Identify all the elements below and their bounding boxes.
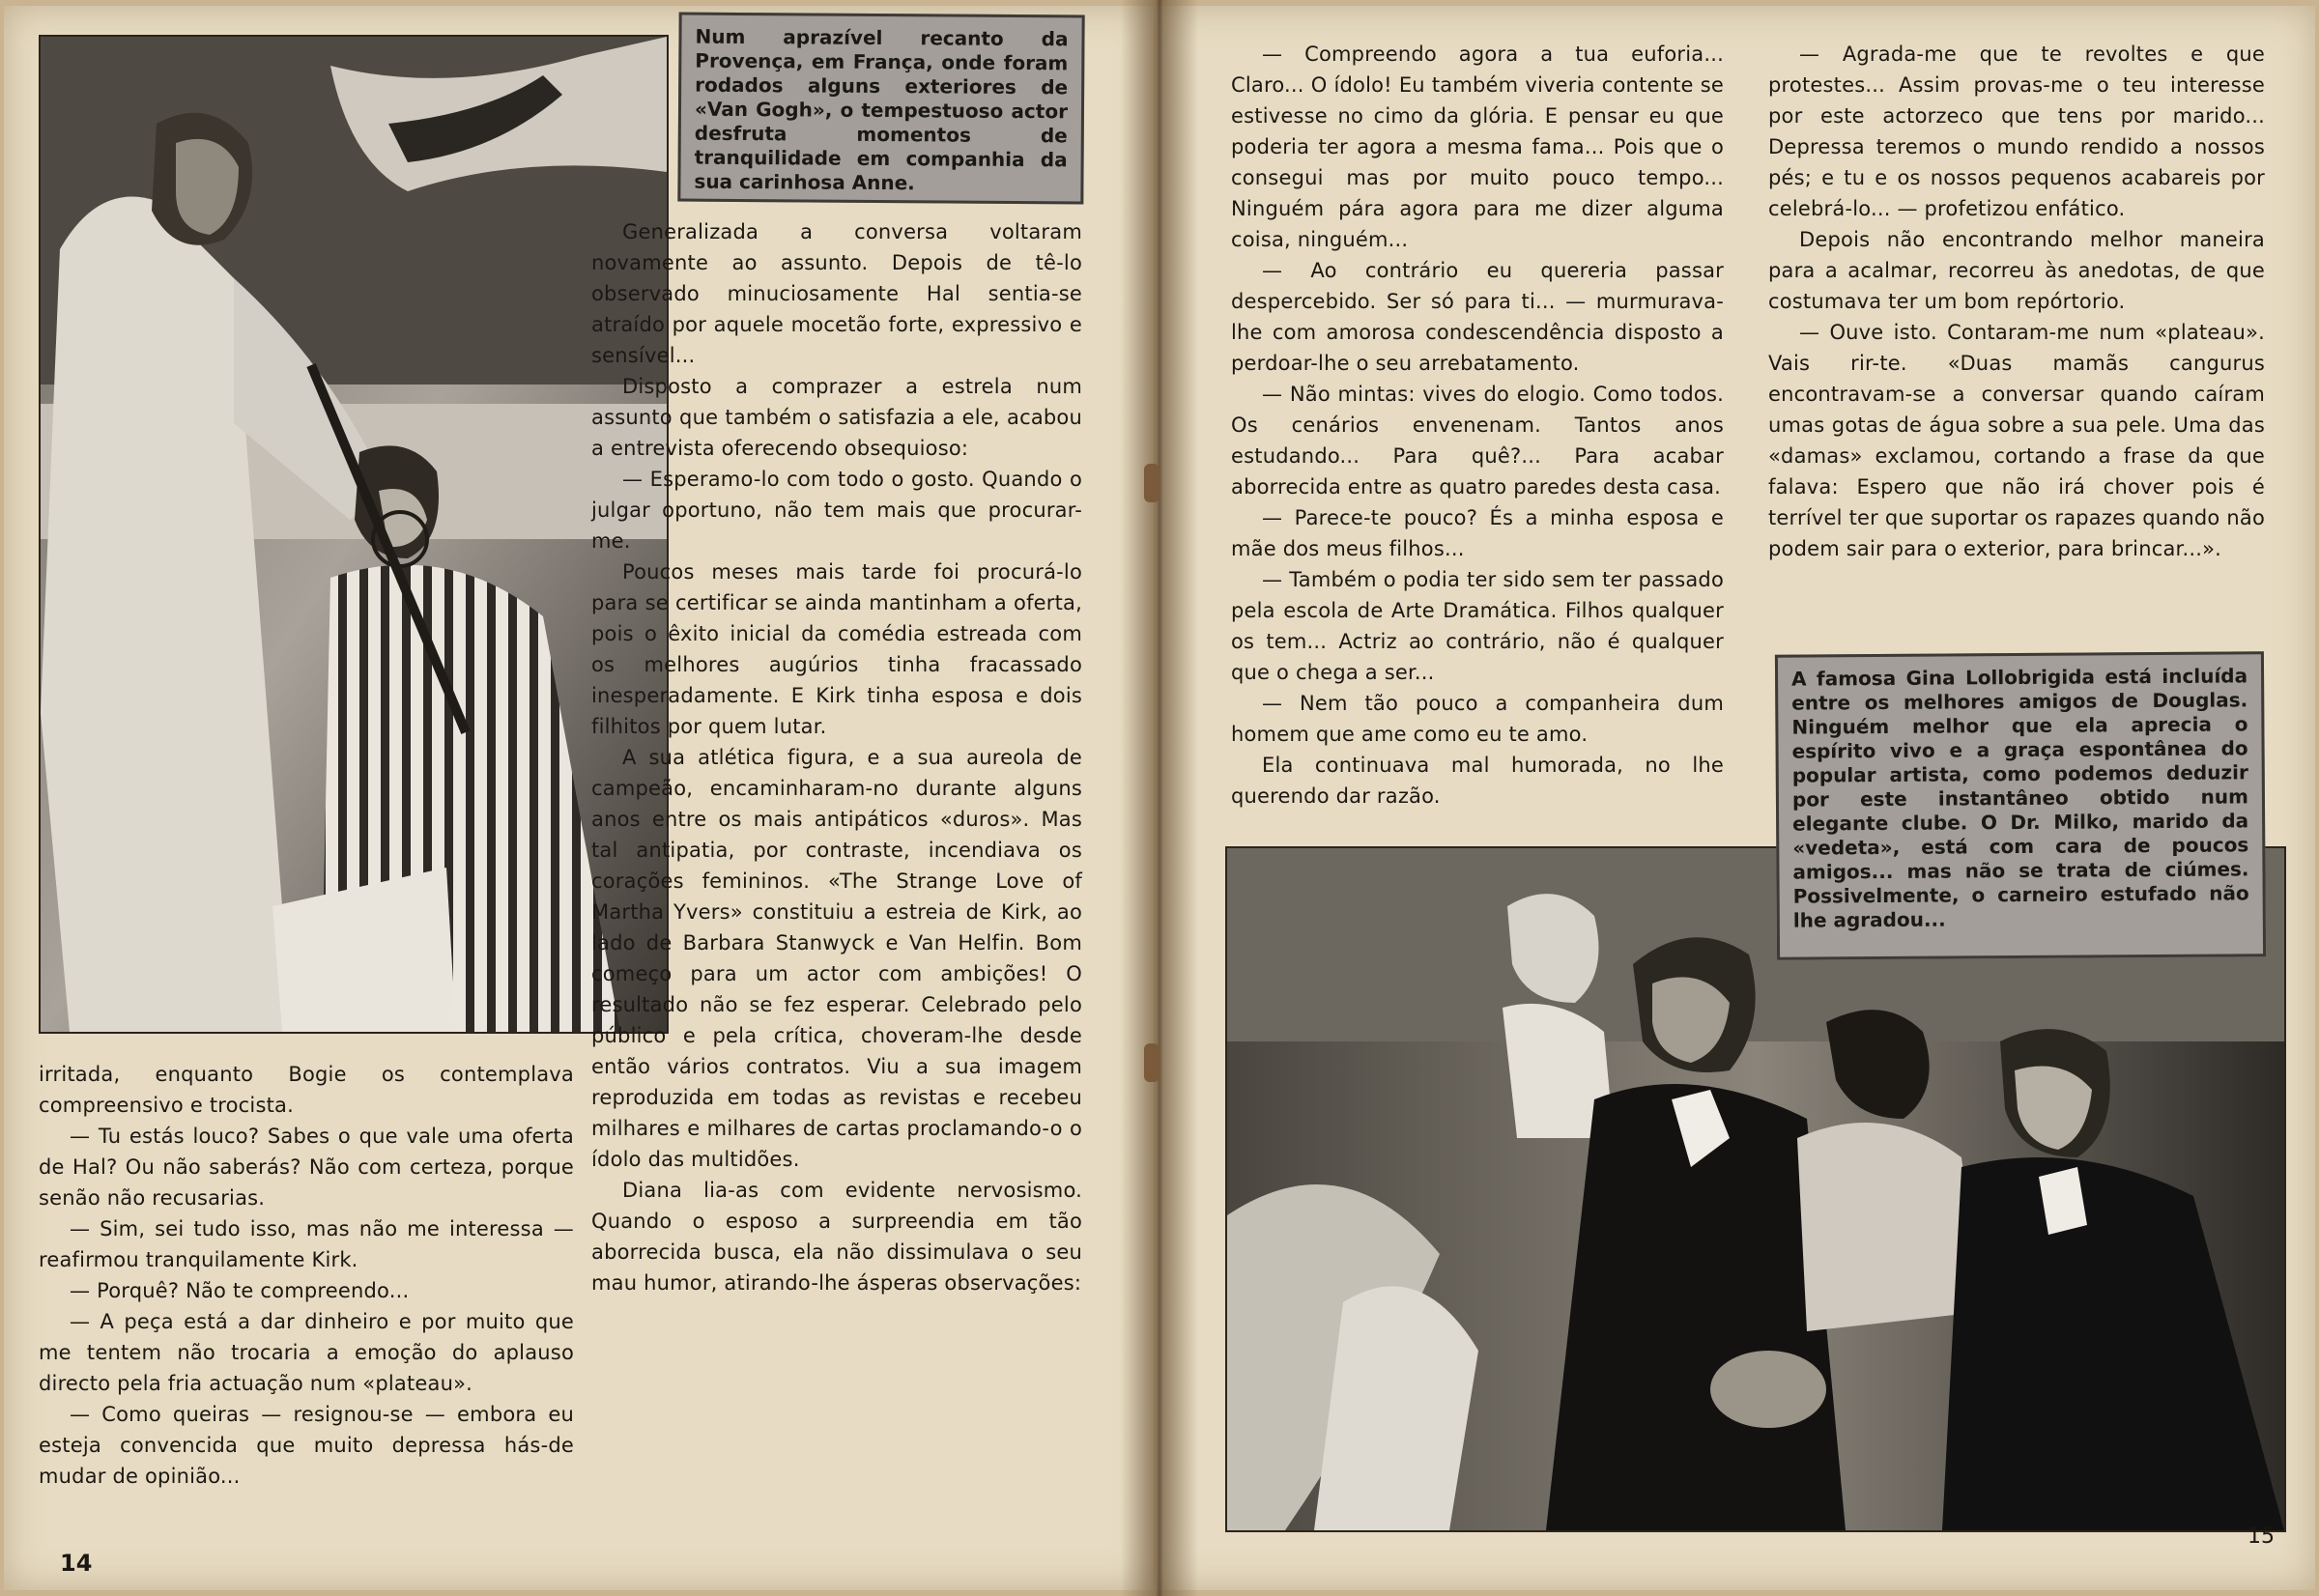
left-page-column-1: [39, 1059, 574, 1492]
binding-staple: [1144, 1043, 1160, 1082]
page-number-right: 15: [2247, 1525, 2275, 1549]
paragraph: Generalizada a conversa voltaram novamente ao assunto. Depois de tê-lo observado minuciosamente Hal sentia-se atraído por aquele mocetão forte, expressivo e sensível...: [591, 220, 1082, 367]
paragraph: — Ao contrário eu quereria passar despercebido. Ser só para ti... — murmurava-lhe com amorosa condescendência disposto a perdoar-lhe o seu arrebatamento.: [1231, 259, 1724, 375]
paragraph: — Não mintas: vives do elogio. Como todos. Os cenários envenenam. Tantos anos estudando... Para quê?... Para acabar aborrecida entre as quatro paredes desta casa.: [1231, 383, 1724, 499]
paragraph: Disposto a comprazer a estrela num assunto que também o satisfazia a ele, acabou a entrevista oferecendo obsequioso:: [591, 375, 1082, 460]
book-gutter: [1121, 0, 1198, 1596]
paragraph: — Como queiras — resignou-se — embora eu esteja convencida que muito depressa hás-de mudar de opinião...: [39, 1403, 574, 1488]
paragraph: Depois não encontrando melhor maneira para a acalmar, recorreu às anedotas, de que costumava ter um bom repórtorio.: [1768, 228, 2265, 313]
photo-douglas-provence: [39, 35, 669, 1034]
paragraph: — Parece-te pouco? És a minha esposa e mãe dos meus filhos...: [1231, 506, 1724, 560]
right-page-column-1: [1231, 39, 1724, 812]
paragraph: — Nem tão pouco a companheira dum homem que ame como eu te amo.: [1231, 692, 1724, 746]
paragraph: Diana lia-as com evidente nervosismo. Quando o esposo a surpreendia em tão aborrecida busca, ela não dissimulava o seu mau humor, atirando-lhe ásperas observações:: [591, 1179, 1082, 1295]
paragraph: — Tu estás louco? Sabes o que vale uma oferta de Hal? Ou não saberás? Não com certeza, porque senão não recusarias.: [39, 1125, 574, 1210]
paragraph: — Compreendo agora a tua euforia... Claro... O ídolo! Eu também viveria contente se estivesse no cimo da glória. E pensar eu que poderia ter agora a mesma fama... Pois que o consegui mas por muito pouco tempo... Ninguém pára agora para me dizer alguma coisa, ninguém...: [1231, 43, 1724, 251]
left-page-column-2: [591, 216, 1082, 1298]
page-number-left: 14: [60, 1550, 93, 1577]
right-page-column-2: [1768, 39, 2265, 564]
left-photo-caption: Num aprazível recanto da Provença, em França, onde foram rodados alguns exteriores de «Van Gogh», o tempestuoso actor desfruta momentos de tranquilidade em companhia da sua carinhosa Anne.: [677, 13, 1084, 205]
paragraph: — A peça está a dar dinheiro e por muito que me tentem não trocaria a emoção do aplauso directo pela fria actuação num «plateau».: [39, 1310, 574, 1395]
paragraph: — Sim, sei tudo isso, mas não me interessa — reafirmou tranquilamente Kirk.: [39, 1217, 574, 1271]
paragraph: irritada, enquanto Bogie os contemplava compreensivo e trocista.: [39, 1063, 574, 1117]
binding-staple: [1144, 464, 1160, 502]
paragraph: A sua atlética figura, e a sua aureola de campeão, encaminharam-no durante alguns anos entre os mais antipáticos «duros». Mas tal antipatia, por contraste, incendiava os corações femininos. «The Strange Love of Martha Yvers» constituiu a estreia de Kirk, ao lado de Barbara Stanwyck e Van Helfin. Bom começo para um actor com ambições! O resultado não se fez esperar. Celebrado pelo público e pela crítica, choveram-lhe desde então vários contratos. Viu a sua imagem reproduzida em todas as revistas e recebeu milhares e milhares de cartas proclamando-o o ídolo das multidões.: [591, 746, 1082, 1171]
paragraph: — Ouve isto. Contaram-me num «plateau». Vais rir-te. «Duas mamãs cangurus encontravam-se a conversar quando caíram umas gotas de água sobre a sua pele. Uma das «damas» exclamou, cortando a frase da que falava: Espero que não irá chover pois é terrível ter que suportar os rapazes quando não podem sair para o exterior, para brincar...».: [1768, 321, 2265, 560]
paragraph: Ela continuava mal humorada, no lhe querendo dar razão.: [1231, 754, 1724, 808]
paragraph: — Porquê? Não te compreendo...: [70, 1279, 410, 1302]
paragraph: — Também o podia ter sido sem ter passado pela escola de Arte Dramática. Filhos qualquer os tem... Actriz ao contrário, não é qualquer que o chega a ser...: [1231, 568, 1724, 684]
paragraph: — Agrada-me que te revoltes e que protestes... Assim provas-me o teu interesse por este actorzeco que tens por marido... Depressa teremos o mundo rendido a nossos pés; e tu e os nossos pequenos acabareis por celebrá-lo... — profetizou enfático.: [1768, 43, 2265, 220]
right-photo-caption: A famosa Gina Lollobrigida está incluída entre os melhores amigos de Douglas. Ninguém melhor que ela aprecia o espírito vivo e a graça espontânea do popular artista, como podemos deduzir por este instantâneo obtido num elegante clube. O Dr. Milko, marido da «vedeta», está com cara de poucos amigos... mas não se trata de ciúmes. Possivelmente, o carneiro estufado não lhe agradou...: [1775, 651, 2266, 960]
paragraph: — Esperamo-lo com todo o gosto. Quando o julgar oportuno, não tem mais que procurar-me.: [591, 468, 1082, 553]
paragraph: Poucos meses mais tarde foi procurá-lo para se certificar se ainda mantinham a oferta, pois o êxito inicial da comédia estreada com os melhores augúrios tinha fracassado inesperadamente. E Kirk tinha esposa e dois filhitos por quem lutar.: [591, 560, 1082, 738]
